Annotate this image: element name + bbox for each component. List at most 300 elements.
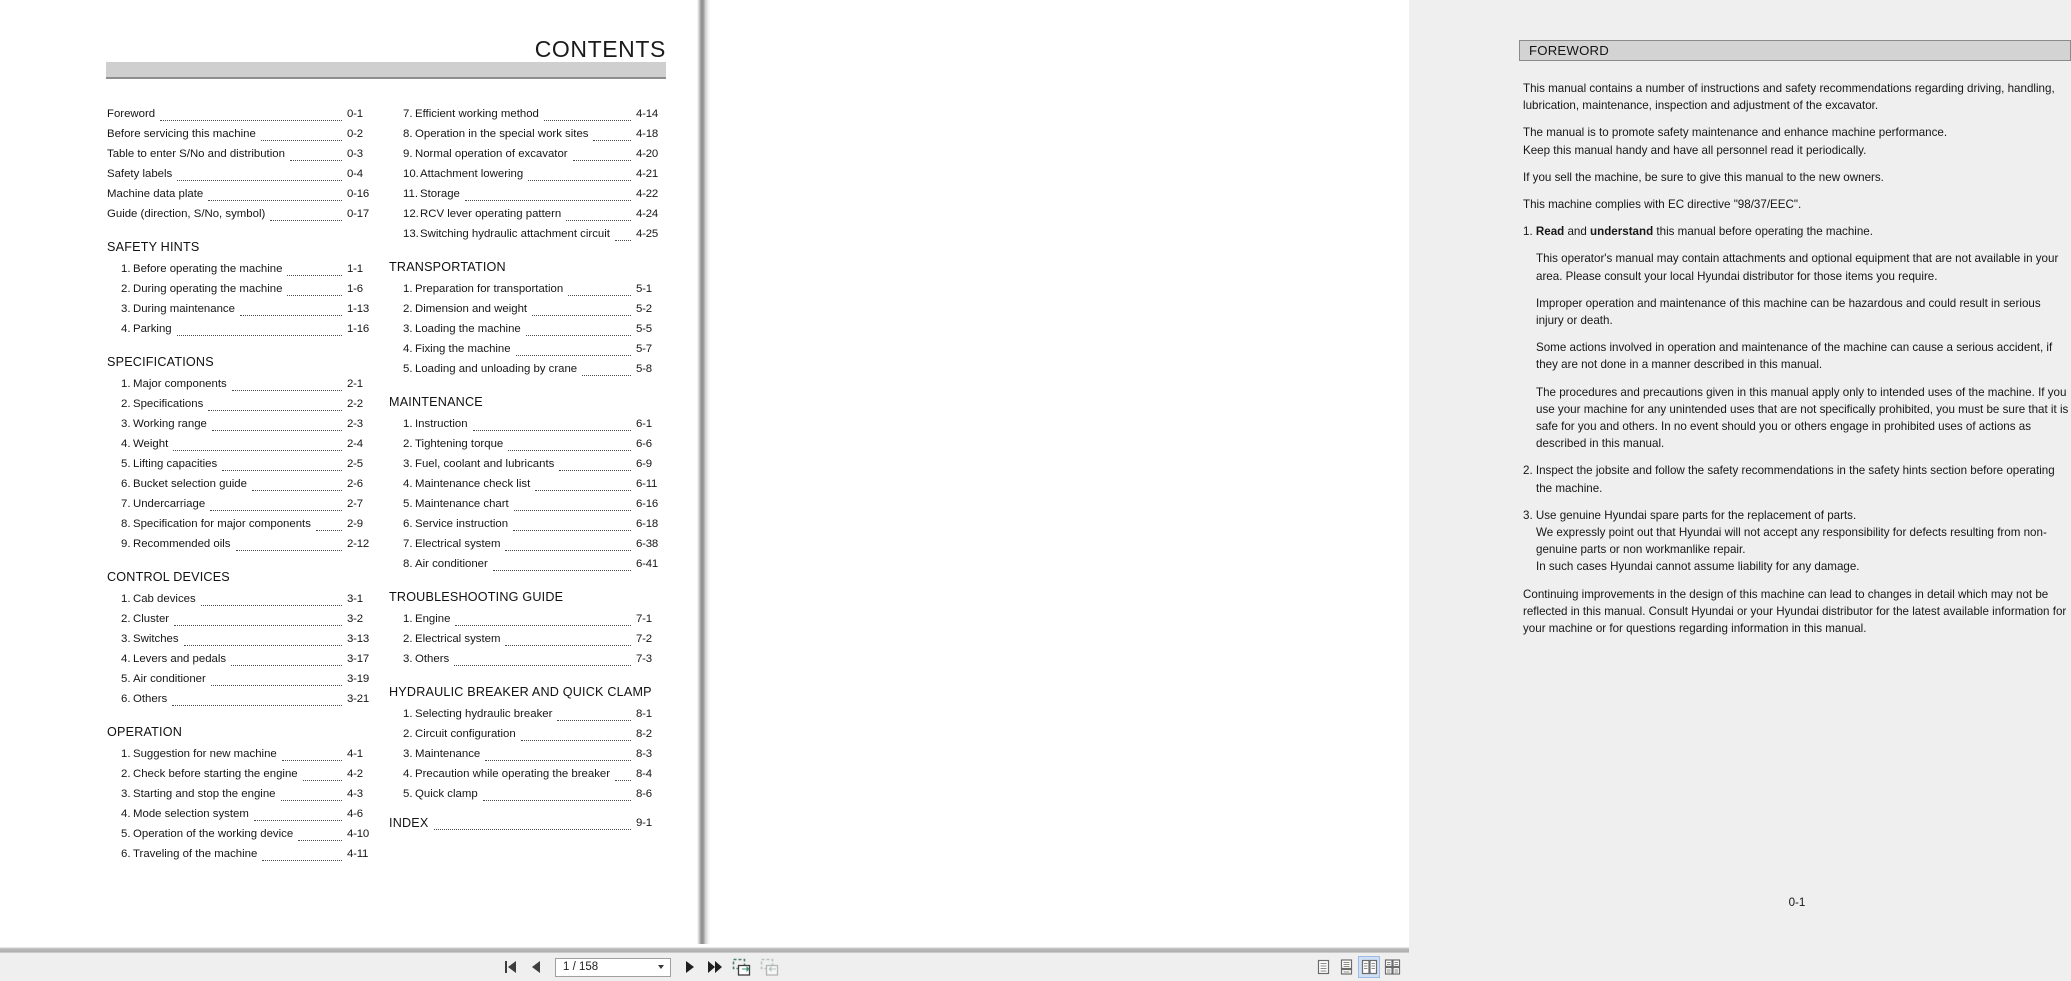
toc-entry-page: 8-3 [636, 748, 652, 760]
toc-entry-label: Air conditioner [133, 673, 206, 685]
toc-entry[interactable] [389, 279, 666, 299]
toc-entry-label: Safety labels [107, 168, 173, 180]
toc-leader-dots [505, 645, 631, 646]
toc-entry[interactable] [107, 494, 377, 514]
toc-entry[interactable] [107, 844, 377, 864]
page-title: CONTENTS [534, 36, 666, 62]
foreword-paragraph: The manual is to promote safety maintenance and enhance machine performance. [1523, 126, 1948, 140]
toc-section-heading: TRANSPORTATION [389, 260, 506, 274]
toc-entry-label: Instruction [415, 418, 468, 430]
toc-entry-label: Specification for major components [133, 518, 311, 530]
toc-entry-number: 5. [121, 458, 131, 470]
toc-entry-number: 6. [121, 478, 131, 490]
toc-entry[interactable] [389, 414, 666, 434]
toc-entry[interactable] [107, 474, 377, 494]
foreword-paragraph: This machine complies with EC directive "98/37/EEC". [1523, 198, 1802, 212]
toc-leader-dots [521, 740, 631, 741]
toc-entry-number: 3. [403, 748, 413, 760]
toc-leader-dots [222, 470, 342, 471]
toc-entry-page: 0-16 [347, 188, 369, 200]
toc-leader-dots [535, 490, 631, 491]
toc-entry[interactable] [107, 319, 377, 339]
toc-entry[interactable] [389, 104, 666, 124]
toc-entry-number: 5. [403, 363, 413, 375]
toc-leader-dots [208, 200, 342, 201]
toc-leader-dots [528, 180, 631, 181]
toc-entry-number: 7. [121, 498, 131, 510]
toc-leader-dots [559, 470, 631, 471]
toc-entry-label: Normal operation of excavator [415, 148, 568, 160]
toc-entry-page: 6-41 [636, 558, 658, 570]
toc-entry-number: 5. [403, 788, 413, 800]
toc-entry-page: 0-3 [347, 148, 363, 160]
toc-entry-number: 2. [403, 303, 413, 315]
toc-entry[interactable] [107, 534, 377, 554]
page-number-value: 1 / 158 [563, 961, 599, 973]
toc-entry-number: 3. [403, 458, 413, 470]
toc-entry-label: Machine data plate [107, 188, 204, 200]
toc-entry[interactable] [107, 434, 377, 454]
toc-entry-label: Operation in the special work sites [415, 128, 589, 140]
toc-entry[interactable] [389, 514, 666, 534]
toc-leader-dots [465, 200, 631, 201]
toc-spacer [389, 804, 666, 813]
toc-entry[interactable] [107, 669, 377, 689]
foreword-paragraph: This manual contains a number of instructions and safety recommendations regarding driving, handling, lubrication, maintenance, inspection and adjustment of the excavator. [1523, 82, 2055, 113]
foreword-paragraph: Keep this manual handy and have all personnel read it periodically. [1523, 143, 1867, 157]
toc-entry[interactable] [107, 204, 377, 224]
next-page-button[interactable] [676, 955, 702, 979]
toc-entry[interactable] [389, 629, 666, 649]
toc-entry-label: Levers and pedals [133, 653, 227, 665]
toc-entry-number: 5. [403, 498, 413, 510]
toc-leader-dots [303, 780, 342, 781]
toc-entry-page: 4-3 [347, 788, 363, 800]
toc-entry-label: Working range [133, 418, 207, 430]
foreword-paragraph: This operator's manual may contain attachments and optional equipment that are not available in your area. Please consult your local Hyundai distributor for those items you require. [1536, 252, 2059, 283]
toc-leader-dots [287, 275, 342, 276]
toc-entry-number: 3. [403, 653, 413, 665]
toc-entry[interactable] [389, 474, 666, 494]
toc-entry-label: Switching hydraulic attachment circuit [420, 228, 610, 240]
toc-entry-label: Service instruction [415, 518, 509, 530]
toc-entry-number: 9. [121, 538, 131, 550]
foreword-paragraph: Some actions involved in operation and maintenance of the machine can cause a serious accident, if they are not done in a manner described in this manual. [1536, 341, 2053, 372]
toc-entry-number: 1. [121, 593, 131, 605]
toc-leader-dots [282, 760, 342, 761]
single-page-view-button[interactable] [1312, 956, 1334, 978]
foreword-paragraph: If you sell the machine, be sure to give this manual to the new owners. [1523, 170, 1884, 184]
toc-entry[interactable] [107, 299, 377, 319]
toc-leader-dots [287, 295, 342, 296]
toc-entry-number: 3. [121, 418, 131, 430]
toc-entry-label: Check before starting the engine [133, 768, 298, 780]
toc-entry-label: INDEX [389, 816, 429, 830]
toc-section-heading: HYDRAULIC BREAKER AND QUICK CLAMP [389, 685, 652, 699]
toc-entry-number: 9. [403, 148, 413, 160]
toc-entry-label: Storage [420, 188, 460, 200]
toc-entry-number: 2. [403, 438, 413, 450]
foreword-paragraph: The procedures and precautions given in this manual apply only to intended uses of the machine. If you use your machine for any unintended uses that are not specifically prohibited, you must be sure that it is safe for you and others. In no event should you or others engage in prohibited uses of actions as described in this manual. [1536, 385, 2069, 451]
toc-entry-label: Major components [133, 378, 227, 390]
toc-entry[interactable] [107, 609, 377, 629]
toc-entry-label: Selecting hydraulic breaker [415, 708, 553, 720]
section-title: FOREWORD [1529, 43, 1609, 58]
toc-entry-number: 12. [403, 208, 419, 220]
toc-entry-label: Specifications [133, 398, 204, 410]
toc-leader-dots [316, 530, 342, 531]
toc-entry-label: Others [415, 653, 450, 665]
toc-leader-dots [240, 315, 342, 316]
toc-entry[interactable] [107, 104, 377, 124]
toc-entry-page: 6-18 [636, 518, 658, 530]
toc-leader-dots [544, 120, 631, 121]
export-page-icon[interactable] [756, 955, 784, 980]
toc-entry[interactable] [389, 554, 666, 574]
toc-entry-page: 3-13 [347, 633, 369, 645]
toc-entry-page: 4-14 [636, 108, 658, 120]
toc-entry-page: 0-4 [347, 168, 363, 180]
toc-entry-label: During operating the machine [133, 283, 283, 295]
toc-entry[interactable] [389, 454, 666, 474]
toc-entry-number: 1. [403, 708, 413, 720]
toc-entry-label: Loading and unloading by crane [415, 363, 578, 375]
import-page-icon[interactable] [728, 955, 756, 980]
two-page-view-button[interactable] [1358, 956, 1380, 978]
toc-entry[interactable] [389, 609, 666, 629]
toc-leader-dots [485, 760, 631, 761]
toc-entry-label: During maintenance [133, 303, 235, 315]
toc-entry[interactable] [107, 124, 377, 144]
toc-entry-page: 8-6 [636, 788, 652, 800]
toc-leader-dots [568, 295, 631, 296]
toc-entry-page: 5-7 [636, 343, 652, 355]
toc-entry-label: Table to enter S/No and distribution [107, 148, 285, 160]
toc-entry[interactable] [107, 394, 377, 414]
toc-leader-dots [473, 430, 631, 431]
toc-entry-label: Parking [133, 323, 172, 335]
toc-entry-page: 1-6 [347, 283, 363, 295]
section-header-bar [1519, 40, 2071, 61]
toc-entry-number: 6. [403, 518, 413, 530]
toc-entry-label: Switches [133, 633, 179, 645]
toc-entry-label: Maintenance chart [415, 498, 509, 510]
toc-entry[interactable] [389, 359, 666, 379]
toc-entry-label: Cluster [133, 613, 170, 625]
toc-entry-page: 4-1 [347, 748, 363, 760]
toc-entry-label: Undercarriage [133, 498, 206, 510]
toc-leader-dots [160, 120, 342, 121]
toc-entry-label: Others [133, 693, 168, 705]
toc-entry-number: 7. [403, 108, 413, 120]
toc-leader-dots [582, 375, 631, 376]
toc-entry-number: 7. [403, 538, 413, 550]
document-page-right[interactable] [711, 0, 2069, 952]
toc-entry[interactable] [107, 259, 377, 279]
toc-entry[interactable] [389, 124, 666, 144]
page-number-input[interactable] [555, 958, 671, 977]
toc-section-heading: MAINTENANCE [389, 395, 483, 409]
toc-entry-number: 3. [121, 633, 131, 645]
toc-entry[interactable] [389, 319, 666, 339]
toc-entry-number: 4. [121, 438, 131, 450]
toc-entry-label: Maintenance [415, 748, 481, 760]
toc-entry-page: 2-9 [347, 518, 363, 530]
toc-entry[interactable] [389, 164, 666, 184]
toc-leader-dots [177, 335, 342, 336]
toc-leader-dots [513, 530, 631, 531]
toc-leader-dots [454, 665, 631, 666]
first-page-button[interactable] [498, 955, 524, 979]
toc-entry-page: 4-21 [636, 168, 658, 180]
toc-entry-label: Attachment lowering [420, 168, 524, 180]
toc-entry-page: 3-19 [347, 673, 369, 685]
toc-entry-label: Before operating the machine [133, 263, 283, 275]
toc-entry[interactable] [389, 144, 666, 164]
toc-leader-dots [231, 665, 342, 666]
toc-entry[interactable] [107, 744, 377, 764]
toc-entry-page: 2-2 [347, 398, 363, 410]
foreword-paragraph: Continuing improvements in the design of this machine can lead to changes in detail which may not be reflected in this manual. Consult Hyundai or your Hyundai distributor for the latest available information for your machine or for questions regarding information in this manual. [1523, 587, 2067, 636]
toc-leader-dots [615, 780, 631, 781]
toc-entry-page: 4-6 [347, 808, 363, 820]
toc-leader-dots [270, 220, 342, 221]
toc-leader-dots [174, 625, 342, 626]
toc-entry[interactable] [389, 764, 666, 784]
toc-entry[interactable] [107, 414, 377, 434]
foreword-paragraph: 1. Read and understand this manual before operating the machine. [1523, 225, 1873, 239]
toc-entry[interactable] [389, 299, 666, 319]
toc-entry-page: 8-2 [636, 728, 652, 740]
toc-leader-dots [261, 140, 342, 141]
toc-entry-label: Efficient working method [415, 108, 539, 120]
toc-leader-dots [526, 335, 631, 336]
toc-entry[interactable] [107, 184, 377, 204]
title-rule [106, 62, 666, 79]
view-mode-group[interactable] [1312, 956, 1403, 978]
toc-entry[interactable] [107, 514, 377, 534]
toc-entry-label: Recommended oils [133, 538, 231, 550]
toc-entry-number: 3. [121, 303, 131, 315]
document-page-left[interactable] [0, 0, 703, 952]
toc-column-left [107, 104, 377, 864]
toc-entry-number: 2. [121, 283, 131, 295]
toc-section-heading: CONTROL DEVICES [107, 570, 230, 584]
toc-entry-label: Dimension and weight [415, 303, 528, 315]
toc-entry-page: 3-2 [347, 613, 363, 625]
foreword-paragraph: In such cases Hyundai cannot assume liability for any damage. [1536, 560, 1860, 574]
toc-entry-number: 6. [121, 848, 131, 860]
toc-leader-dots [252, 490, 342, 491]
toc-entry[interactable] [389, 434, 666, 454]
toc-entry-number: 2. [121, 768, 131, 780]
toc-entry-number: 1. [121, 263, 131, 275]
toc-entry-number: 2. [121, 398, 131, 410]
toc-entry-page: 3-17 [347, 653, 369, 665]
toc-entry[interactable] [107, 629, 377, 649]
toc-entry-number: 2. [403, 728, 413, 740]
toc-entry-page: 3-1 [347, 593, 363, 605]
toc-leader-dots [557, 720, 631, 721]
toc-entry[interactable] [107, 824, 377, 844]
foreword-paragraph: 2. Inspect the jobsite and follow the safety recommendations in the safety hints section before operating the machine. [1523, 464, 2055, 495]
toc-entry-number: 1. [403, 613, 413, 625]
toc-entry[interactable] [107, 689, 377, 709]
toc-entry-label: Cab devices [133, 593, 196, 605]
toc-leader-dots [455, 625, 631, 626]
toc-entry[interactable] [107, 144, 377, 164]
toc-entry-number: 1. [121, 378, 131, 390]
toc-leader-dots [615, 240, 631, 241]
toc-entry[interactable] [389, 534, 666, 554]
foreword-paragraph: 3. Use genuine Hyundai spare parts for the replacement of parts. [1523, 508, 1857, 522]
toc-entry-number: 4. [403, 343, 413, 355]
toc-entry-page: 6-16 [636, 498, 658, 510]
toc-leader-dots [566, 220, 631, 221]
toc-entry-label: Before servicing this machine [107, 128, 256, 140]
toc-entry-number: 4. [121, 808, 131, 820]
toc-entry-label: Bucket selection guide [133, 478, 247, 490]
toc-entry-label: Traveling of the machine [133, 848, 258, 860]
toc-entry-label: Precaution while operating the breaker [415, 768, 611, 780]
toc-entry-label: Fixing the machine [415, 343, 511, 355]
toc-entry-label: Guide (direction, S/No, symbol) [107, 208, 266, 220]
toc-entry-page: 4-25 [636, 228, 658, 240]
toc-entry-page: 6-6 [636, 438, 652, 450]
toc-entry[interactable] [107, 454, 377, 474]
toc-leader-dots [516, 355, 631, 356]
toc-entry-label: Circuit configuration [415, 728, 516, 740]
toc-leader-dots [177, 180, 342, 181]
toc-entry-page: 9-1 [636, 817, 652, 829]
toc-entry-label: Maintenance check list [415, 478, 531, 490]
toc-entry[interactable] [389, 204, 666, 224]
toc-entry-page: 2-1 [347, 378, 363, 390]
toc-entry-page: 4-24 [636, 208, 658, 220]
continuous-page-view-button[interactable] [1335, 956, 1357, 978]
toc-leader-dots [290, 160, 342, 161]
toc-leader-dots [173, 450, 342, 451]
toc-entry-page: 0-1 [347, 108, 363, 120]
toc-leader-dots [508, 450, 631, 451]
toc-entry-number: 8. [403, 558, 413, 570]
chevron-down-icon[interactable] [658, 965, 664, 969]
toc-entry-page: 4-11 [347, 848, 369, 860]
toc-entry-page: 8-1 [636, 708, 652, 720]
toc-entry-page: 8-4 [636, 768, 652, 780]
toc-leader-dots [573, 160, 631, 161]
page-navigation-group[interactable] [498, 955, 784, 980]
toc-leader-dots [184, 645, 342, 646]
toc-entry-page: 6-38 [636, 538, 658, 550]
toc-entry-page: 0-2 [347, 128, 363, 140]
toc-entry-page: 0-17 [347, 208, 369, 220]
foreword-body [1523, 80, 2071, 647]
toc-entry[interactable] [389, 224, 666, 244]
toc-entry[interactable] [389, 724, 666, 744]
page-folio: 0-1 [1788, 896, 1806, 909]
toc-entry[interactable] [107, 589, 377, 609]
toc-entry[interactable] [107, 764, 377, 784]
toc-entry-page: 5-8 [636, 363, 652, 375]
toc-entry-label: Foreword [107, 108, 156, 120]
toc-entry-page: 4-18 [636, 128, 658, 140]
toc-entry-label: Engine [415, 613, 451, 625]
toc-entry[interactable] [107, 649, 377, 669]
toc-entry-label: Electrical system [415, 538, 501, 550]
toc-entry-page: 2-12 [347, 538, 369, 550]
toc-leader-dots [434, 829, 632, 830]
toc-entry-number: 11. [403, 188, 418, 200]
toc-entry-number: 4. [121, 323, 131, 335]
toc-entry-number: 8. [403, 128, 413, 140]
toc-entry[interactable] [389, 339, 666, 359]
toc-entry-page: 4-20 [636, 148, 658, 160]
toc-section-heading: TROUBLESHOOTING GUIDE [389, 590, 564, 604]
toc-entry[interactable] [107, 784, 377, 804]
toc-entry[interactable] [389, 704, 666, 724]
toc-entry-page: 7-3 [636, 653, 652, 665]
toc-entry-number: 5. [121, 828, 131, 840]
two-page-continuous-view-button[interactable] [1381, 956, 1403, 978]
toc-entry[interactable] [389, 184, 666, 204]
toc-leader-dots [593, 140, 631, 141]
toc-entry-number: 1. [403, 418, 413, 430]
toc-entry-page: 6-9 [636, 458, 652, 470]
toc-section-heading: OPERATION [107, 725, 183, 739]
toc-entry[interactable] [107, 164, 377, 184]
toc-entry-number: 1. [403, 283, 413, 295]
page-bottom-edge [0, 944, 1409, 952]
toc-entry-label: RCV lever operating pattern [420, 208, 562, 220]
toc-entry-page: 1-13 [347, 303, 369, 315]
toc-section-heading: SPECIFICATIONS [107, 355, 214, 369]
toc-leader-dots [254, 820, 342, 821]
previous-page-button[interactable] [524, 955, 550, 979]
toc-entry-page: 2-4 [347, 438, 363, 450]
toc-leader-dots [172, 705, 342, 706]
toc-entry-number: 5. [121, 673, 131, 685]
toc-leader-dots [298, 840, 342, 841]
toc-entry[interactable] [107, 374, 377, 394]
toc-entry[interactable] [389, 784, 666, 804]
toc-leader-dots [211, 685, 342, 686]
toc-entry[interactable] [107, 804, 377, 824]
toc-entry-page: 4-10 [347, 828, 369, 840]
toc-leader-dots [532, 315, 631, 316]
toc-leader-dots [493, 570, 631, 571]
toc-entry[interactable] [389, 494, 666, 514]
toc-leader-dots [262, 860, 342, 861]
page-gutter-shadow [697, 0, 711, 952]
toc-leader-dots [514, 510, 631, 511]
toc-entry-label: Mode selection system [133, 808, 249, 820]
toc-leader-dots [483, 800, 631, 801]
toc-entry-label: Operation of the working device [133, 828, 294, 840]
toc-entry-number: 4. [403, 478, 413, 490]
toc-entry[interactable] [389, 744, 666, 764]
foreword-paragraph: Improper operation and maintenance of this machine can be hazardous and could result in serious injury or death. [1536, 296, 2041, 328]
viewer-toolbar[interactable] [0, 952, 1409, 981]
toc-entry-page: 4-2 [347, 768, 363, 780]
toc-entry-label: Electrical system [415, 633, 501, 645]
toc-section-heading[interactable] [389, 813, 666, 833]
toc-entry[interactable] [389, 649, 666, 669]
toc-entry[interactable] [107, 279, 377, 299]
toc-entry-page: 4-22 [636, 188, 658, 200]
toc-entry-number: 13. [403, 228, 419, 240]
last-page-button[interactable] [702, 955, 728, 979]
